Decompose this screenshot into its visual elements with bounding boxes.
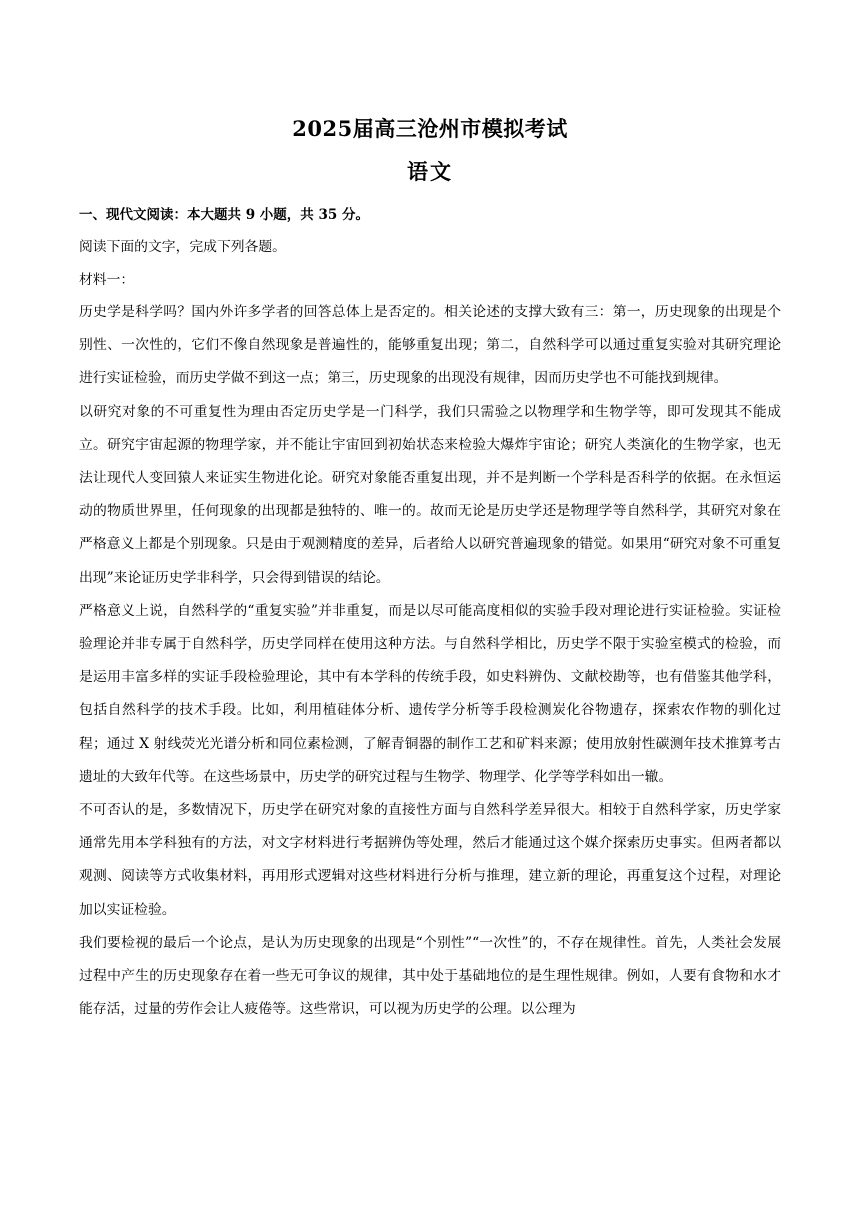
reading-instruction: 阅读下面的文字，完成下列各题。: [79, 239, 286, 255]
document-title: 2025届高三沧州市模拟考试: [292, 116, 568, 141]
paragraph: 不可否认的是，多数情况下，历史学在研究对象的直接性方面与自然科学差异很大。相较于自然科学家，历史学家通常先用本学科独有的方法，对文字材料进行考据辨伪等处理，然后才能通过这个媒介探索历史事实。但两者都以观测、阅读等方式收集材料，再用形式逻辑对这些材料进行分析与推理，建立新的理论，再重复这个过程，对理论加以实证检验。: [79, 802, 781, 918]
material-label: 材料一：: [79, 272, 135, 288]
subject-title: 语文: [407, 159, 453, 184]
article-body: [79, 296, 781, 1026]
paragraph: 严格意义上说，自然科学的“重复实验”并非重复，而是以尽可能高度相似的实验手段对理论进行实证检验。实证检验理论并非专属于自然科学，历史学同样在使用这种方法。与自然科学相比，历史学不限于实验室模式的检验，而是运用丰富多样的实证手段检验理论，其中有本学科的传统手段，如史料辨伪、文献校勘等，也有借鉴其他学科，包括自然科学的技术手段。比如，利用植硅体分析、遗传学分析等手段检测炭化谷物遗存，探索农作物的驯化过程；通过 X 射线荧光光谱分析和同位素检测，了解青铜器的制作工艺和矿料来源；使用放射性碳测年技术推算考古遗址的大致年代等。在这些场景中，历史学的研究过程与生物学、物理学、化学等学科如出一辙。: [79, 602, 781, 785]
section-heading: 一、现代文阅读：本大题共 9 小题，共 35 分。: [79, 207, 369, 223]
paragraph: 以研究对象的不可重复性为理由否定历史学是一门科学，我们只需验之以物理学和生物学等，即可发现其不能成立。研究宇宙起源的物理学家，并不能让宇宙回到初始状态来检验大爆炸宇宙论；研究人类演化的生物学家，也无法让现代人变回猿人来证实生物进化论。研究对象能否重复出现，并不是判断一个学科是否科学的依据。在永恒运动的物质世界里，任何现象的出现都是独特的、唯一的。故而无论是历史学还是物理学等自然科学，其研究对象在严格意义上都是个别现象。只是由于观测精度的差异，后者给人以研究普遍现象的错觉。如果用“研究对象不可重复出现”来论证历史学非科学，只会得到错误的结论。: [79, 403, 781, 586]
paragraph: 历史学是科学吗？国内外许多学者的回答总体上是否定的。相关论述的支撑大致有三：第一，历史现象的出现是个别性、一次性的，它们不像自然现象是普遍性的，能够重复出现；第二，自然科学可以通过重复实验对其研究理论进行实证检验，而历史学做不到这一点；第三，历史现象的出现没有规律，因而历史学也不可能找到规律。: [79, 304, 781, 387]
paragraph: 我们要检视的最后一个论点，是认为历史现象的出现是“个别性”“一次性”的，不存在规律性。首先，人类社会发展过程中产生的历史现象存在着一些无可争议的规律，其中处于基础地位的是生理性规律。例如，人要有食物和水才能存活，过量的劳作会让人疲倦等。这些常识，可以视为历史学的公理。以公理为: [79, 934, 781, 1018]
